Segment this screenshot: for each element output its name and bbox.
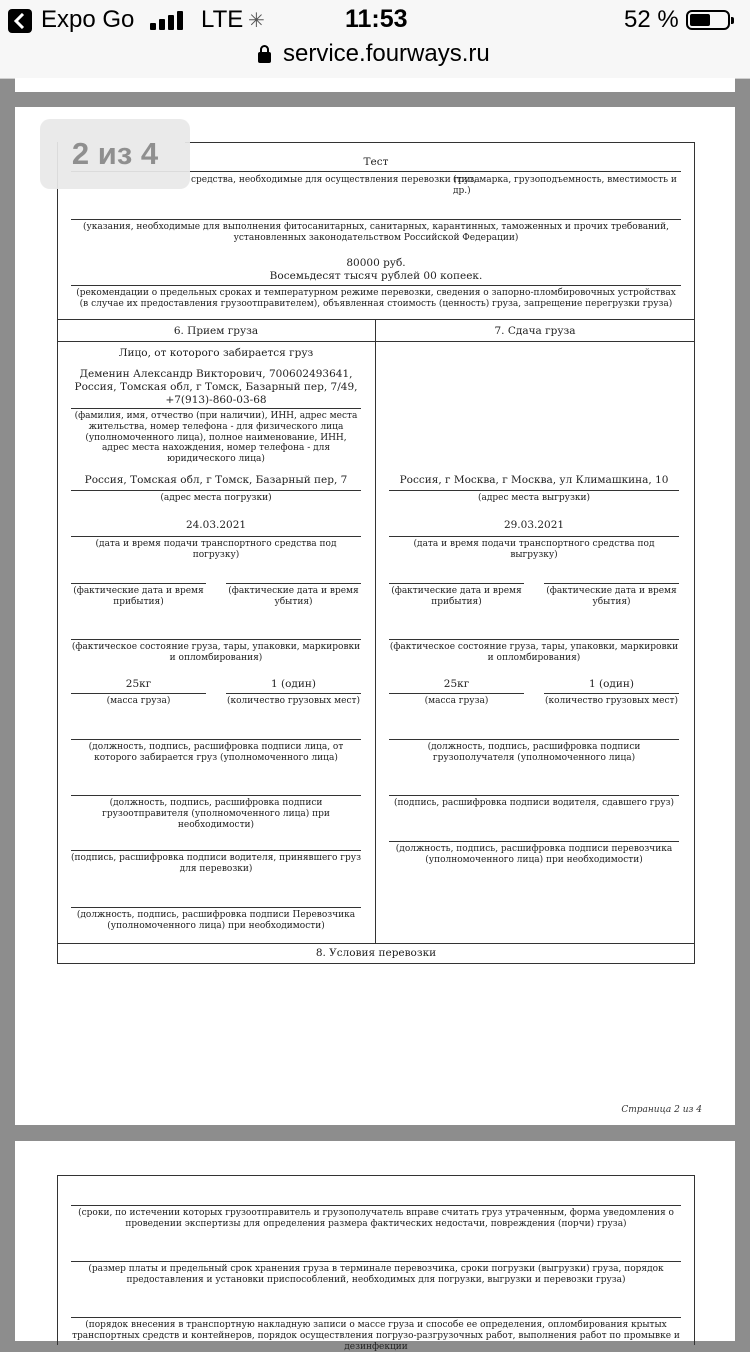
divider [71, 1261, 681, 1262]
frame-left-line [57, 1175, 58, 1345]
divider [71, 583, 206, 584]
sign3-caption: (подпись, расшифровка подписи водителя, принявшего груз для перевозки) [71, 853, 361, 874]
clock: 11:53 [345, 5, 408, 33]
page-footer: Страница 2 из 4 [621, 1105, 702, 1115]
url-address[interactable]: service.fourways.ru [283, 40, 490, 67]
divider [71, 907, 361, 908]
person-phone: +7(913)-860-03-68 [165, 394, 267, 406]
section-7-title: 7. Сдача груза [494, 325, 576, 337]
divider [71, 739, 361, 740]
sign3-caption: (должность, подпись, расшифровка подписи перевозчика (уполномоченного лица) при необходимости) [395, 844, 673, 865]
status-bar [0, 0, 750, 79]
back-app-label[interactable]: Expo Go [41, 6, 135, 33]
divider [71, 1317, 681, 1318]
section-8-title: 8. Условия перевозки [315, 947, 437, 959]
column-divider [375, 319, 376, 943]
divider [71, 639, 361, 640]
vehicle-caption: (тип, марка, грузоподъемность, вместимость и др.) [453, 175, 677, 196]
price-words: Восемьдесят тысяч рублей 00 копеек. [269, 270, 483, 282]
next-document-page [15, 1141, 735, 1352]
departure-caption: (фактические дата и время убытия) [546, 586, 677, 607]
divider [389, 739, 679, 740]
divider [389, 841, 679, 842]
divider [226, 693, 361, 694]
departure-caption: (фактические дата и время убытия) [228, 586, 359, 607]
vehicle-caption-prefix: средства, необходимые для осуществления перевозки груза [191, 175, 480, 185]
divider [71, 795, 361, 796]
person-caption: (фамилия, имя, отчество (при наличии), ИНН, адрес места жительства, номер телефона - для физического лица (уполномоченного лица), полное наименование, ИНН, адрес места нахождения, номер телефона - для юридического лица) [74, 411, 358, 465]
places-caption: (количество грузовых мест) [226, 696, 361, 706]
sign2-caption: (должность, подпись, расшифровка подписи грузоотправителя (уполномоченного лица) при необходимости) [102, 798, 330, 830]
sign4-caption: (должность, подпись, расшифровка подписи Перевозчика (уполномоченного лица) при необходимости) [76, 910, 356, 931]
divider [389, 583, 524, 584]
lock-icon [258, 45, 271, 63]
divider [57, 1175, 695, 1176]
mass-caption: (масса груза) [424, 696, 489, 706]
back-to-app-icon[interactable] [8, 9, 32, 33]
state-caption: (фактическое состояние груза, тары, упаковки, маркировки и опломбирования) [71, 642, 361, 663]
battery-percent: 52 % [624, 6, 679, 33]
next-caption-2: (размер платы и предельный срок хранения груза в терминале перевозчика, сроки погрузки (выгрузки) груза, порядок предоставления и установки приспособлений, необходимых для погрузки, выгрузки и перевозки груза) [88, 1264, 664, 1285]
places-value: 1 (один) [271, 678, 316, 690]
mass-caption: (масса груза) [106, 696, 171, 706]
document-page [15, 107, 735, 1125]
next-caption-1: (сроки, по истечении которых грузоотправитель и грузополучатель вправе считать груз утраченным, форма уведомления о проведении экспертизы для определения размера фактических недостачи, повреждения (порчи) груза) [78, 1208, 674, 1229]
divider [226, 583, 361, 584]
unload-date-caption: (дата и время подачи транспортного средства под выгрузку) [413, 539, 655, 560]
sign1-caption: (должность, подпись, расшифровка подписи грузополучателя (уполномоченного лица) [427, 742, 641, 763]
places-value: 1 (один) [589, 678, 634, 690]
person-name: Деменин Александр Викторович, 700602493641, [79, 368, 353, 380]
places-caption: (количество грузовых мест) [544, 696, 679, 706]
arrival-caption: (фактические дата и время прибытия) [73, 586, 204, 607]
signal-icon [150, 11, 186, 30]
instructions-caption: (указания, необходимые для выполнения фитосанитарных, санитарных, карантинных, таможенных и прочих требований, установленных законодательством Российской Федерации) [82, 222, 670, 243]
divider [71, 536, 361, 537]
unload-address-caption: (адрес места выгрузки) [477, 493, 591, 503]
section-6-title: 6. Прием груза [173, 325, 259, 337]
divider [71, 408, 361, 409]
load-date-caption: (дата и время подачи транспортного средства под погрузку) [95, 539, 337, 560]
mass-value: 25кг [443, 678, 470, 690]
top-value: Тест [363, 156, 389, 168]
divider [389, 490, 679, 491]
previous-page [15, 78, 735, 92]
divider [71, 1205, 681, 1206]
battery-icon [686, 10, 730, 30]
divider [71, 490, 361, 491]
divider [389, 639, 679, 640]
divider [389, 536, 679, 537]
divider [57, 943, 695, 944]
frame-left-line [57, 142, 58, 964]
divider [544, 693, 679, 694]
price-value: 80000 руб. [346, 257, 406, 269]
unload-date: 29.03.2021 [503, 519, 565, 531]
frame-right-line [694, 142, 695, 964]
divider [71, 219, 681, 220]
price-caption: (рекомендации о предельных сроках и температурном режиме перевозки, сведения о запорно-пломбировочных устройствах (в случае их предоставления грузоотправителем), объявленная стоимость (ценность) груза, запрещение перегрузки груза) [76, 288, 676, 309]
sign2-caption: (подпись, расшифровка подписи водителя, сдавшего груз) [393, 798, 674, 808]
next-caption-3: (порядок внесения в транспортную накладную записи о массе груза и способе ее определения, опломбирования крытых транспортных средств и контейнеров, порядок осуществления погрузо-разгрузочных работ, выполнения работ по промывке и дезинфекции [72, 1320, 680, 1352]
divider [71, 285, 681, 286]
mass-value: 25кг [125, 678, 152, 690]
arrival-caption: (фактические дата и время прибытия) [391, 586, 522, 607]
unload-address: Россия, г Москва, г Москва, ул Климашкина, 10 [399, 474, 669, 486]
divider [71, 693, 206, 694]
divider [185, 142, 695, 143]
person-title: Лицо, от которого забирается груз [118, 347, 314, 359]
network-type: LTE [201, 6, 244, 33]
divider [389, 693, 524, 694]
load-date: 24.03.2021 [185, 519, 247, 531]
divider [57, 319, 695, 320]
person-address: Россия, Томская обл, г Томск, Базарный пер, 7/49, [74, 381, 358, 393]
page-indicator: 2 из 4 [40, 119, 190, 189]
load-address-caption: (адрес места погрузки) [160, 493, 272, 503]
divider [544, 583, 679, 584]
load-address: Россия, Томская обл, г Томск, Базарный пер, 7 [84, 474, 348, 486]
frame-bottom-line [57, 963, 695, 964]
sign1-caption: (должность, подпись, расшифровка подписи лица, от которого забирается груз (уполномоченного лица) [88, 742, 344, 763]
divider [57, 341, 695, 342]
frame-right-line [694, 1175, 695, 1345]
divider [71, 850, 361, 851]
divider [389, 795, 679, 796]
activity-spinner-icon: ✳ [248, 10, 265, 32]
state-caption: (фактическое состояние груза, тары, упаковки, маркировки и опломбирования) [389, 642, 679, 663]
